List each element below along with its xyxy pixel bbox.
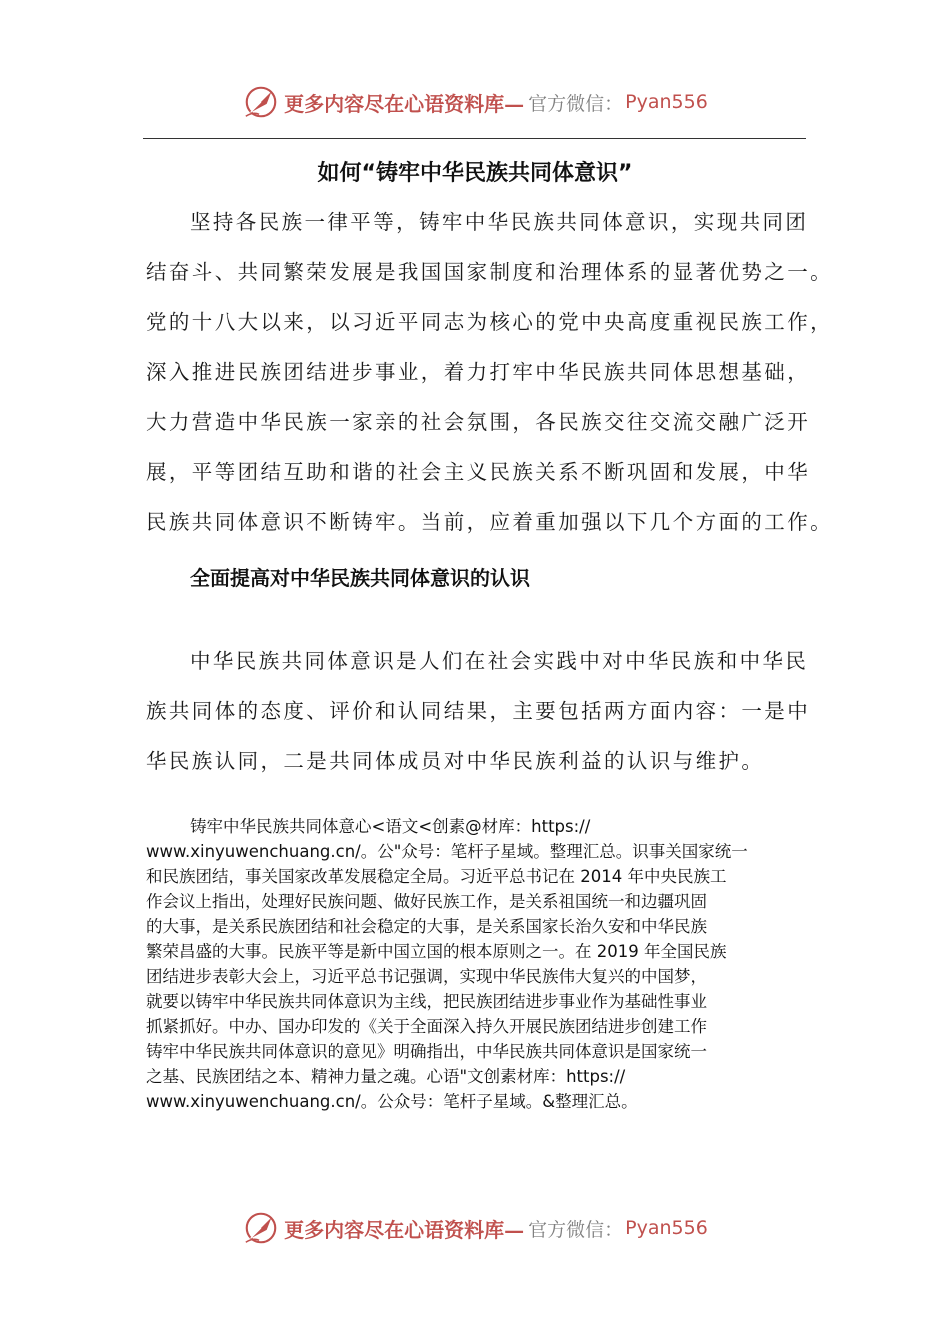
banner-wechat-label: 官方微信：	[528, 1218, 624, 1241]
header-banner	[0, 80, 950, 124]
source-line: www.xinyuwenchuang.cn/。公众号：笔杆子星域。&整理汇总。	[146, 1092, 638, 1111]
paragraph-line: 坚持各民族一律平等，铸牢中华民族共同体意识，实现共同团	[190, 210, 809, 234]
source-line: 抓紧抓好。中办、国办印发的《关于全面深入持久开展民族团结进步创建工作	[146, 1017, 707, 1036]
banner-wechat-id: Pyan556	[625, 91, 708, 113]
paragraph-line: 中华民族共同体意识是人们在社会实践中对中华民族和中华民	[190, 649, 809, 673]
section-paragraph	[146, 636, 826, 786]
paragraph-line: 深入推进民族团结进步事业，着力打牢中华民族共同体思想基础，	[146, 360, 811, 384]
banner-slogan: 更多内容尽在心语资料库—	[284, 91, 525, 116]
source-line: 铸牢中华民族共同体意识的意见》明确指出，中华民族共同体意识是国家统一	[146, 1042, 707, 1061]
header-divider	[143, 138, 806, 139]
banner-wechat-label: 官方微信：	[528, 92, 624, 115]
source-line: www.xinyuwenchuang.cn/。公"众号：笔杆子星域。整理汇总。识事关国家统一	[146, 842, 748, 861]
paragraph-line: 民族共同体意识不断铸牢。当前，应着重加强以下几个方面的工作。	[146, 510, 833, 534]
paragraph-line: 华民族认同，二是共同体成员对中华民族利益的认识与维护。	[146, 749, 765, 773]
intro-paragraph	[146, 197, 833, 547]
quill-logo-icon	[242, 83, 280, 121]
section-heading: 全面提高对中华民族共同体意识的认识	[190, 566, 530, 590]
source-line: 就要以铸牢中华民族共同体意识为主线，把民族团结进步事业作为基础性事业	[146, 992, 707, 1011]
source-line: 和民族团结，事关国家改革发展稳定全局。习近平总书记在 2014 年中央民族工	[146, 867, 727, 886]
source-text-block	[146, 814, 811, 1114]
source-line: 团结进步表彰大会上，习近平总书记强调，实现中华民族伟大复兴的中国梦，	[146, 967, 707, 986]
banner-wechat-id: Pyan556	[625, 1217, 708, 1239]
quill-logo-icon	[242, 1209, 280, 1247]
source-line: 之基、民族团结之本、精神力量之魂。心语"文创素材库：https://	[146, 1067, 626, 1086]
footer-banner	[0, 1206, 950, 1250]
paragraph-line: 结奋斗、共同繁荣发展是我国国家制度和治理体系的显著优势之一。	[146, 260, 833, 284]
source-line: 繁荣昌盛的大事。民族平等是新中国立国的根本原则之一。在 2019 年全国民族	[146, 942, 727, 961]
paragraph-line: 大力营造中华民族一家亲的社会氛围，各民族交往交流交融广泛开	[146, 410, 811, 434]
paragraph-line: 族共同体的态度、评价和认同结果，主要包括两方面内容：一是中	[146, 699, 811, 723]
document-title: 如何“铸牢中华民族共同体意识”	[317, 161, 633, 186]
paragraph-line: 党的十八大以来，以习近平同志为核心的党中央高度重视民族工作，	[146, 310, 833, 334]
source-line: 铸牢中华民族共同体意心<语文<创素@材库：https://	[190, 817, 591, 836]
source-line: 的大事，是关系民族团结和社会稳定的大事，是关系国家长治久安和中华民族	[146, 917, 707, 936]
source-line: 作会议上指出，处理好民族问题、做好民族工作，是关系祖国统一和边疆巩固	[146, 892, 707, 911]
paragraph-line: 展，平等团结互助和谐的社会主义民族关系不断巩固和发展，中华	[146, 460, 811, 484]
banner-slogan: 更多内容尽在心语资料库—	[284, 1217, 525, 1242]
